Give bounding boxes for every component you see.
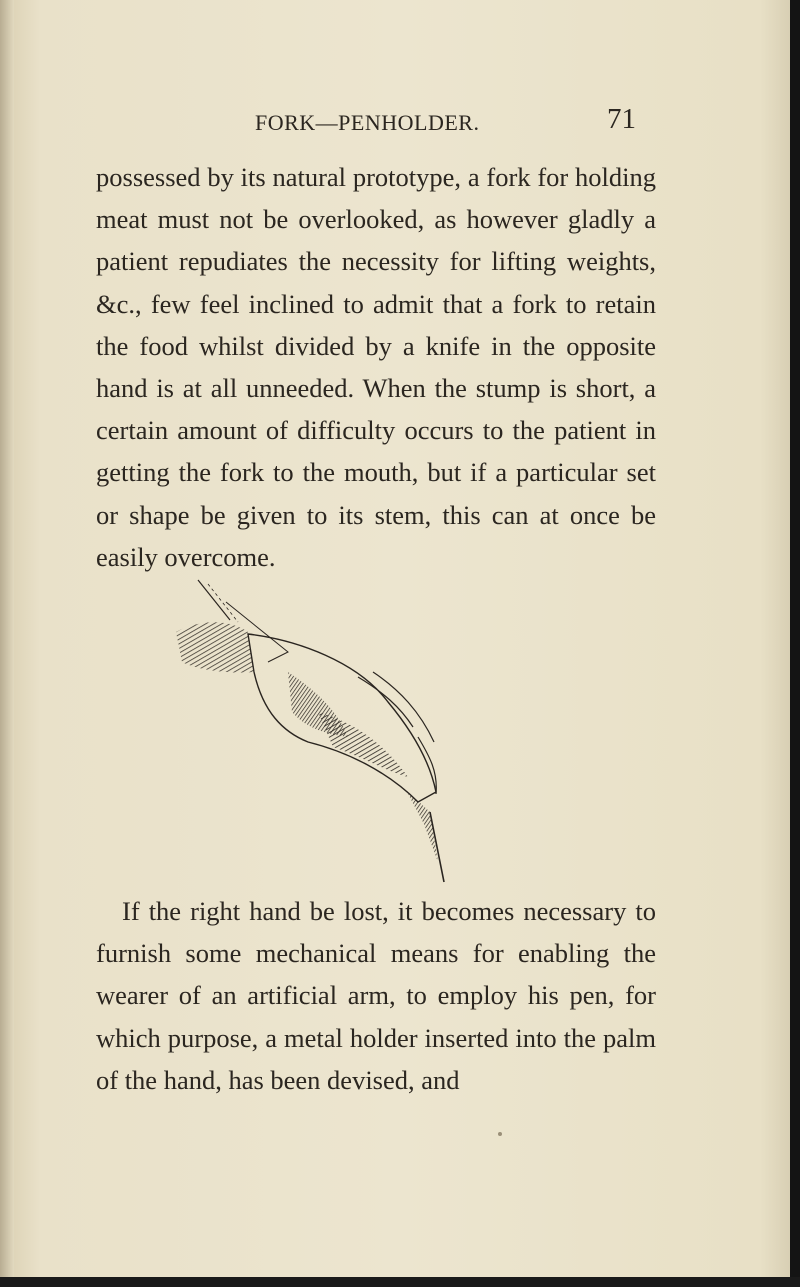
body-paragraph-2: If the right hand be lost, it becomes necessary to furnish some mechanical means for enabling the wearer of an artificial arm, to employ his pen, for which purpose, a metal holder inserted into the palm of the hand, has been devised, and xyxy=(96,896,656,1095)
paper-speck xyxy=(498,1132,502,1136)
page-number: 71 xyxy=(607,103,636,135)
artificial-hand-penholder-illustration-icon xyxy=(168,562,478,892)
body-paragraph-1: possessed by its natural prototype, a fork for holding meat must not be overlooked, as however gladly a patient repudiates the necessity for lifting weights, &c., few feel inclined to admit that a fork to retain the food whilst divided by a knife in the opposite hand is at all unneeded. When the stump is short, a certain amount of difficulty occurs to the patient in getting the fork to the mouth, but if a particular set or shape be given to its stem, this can at once be easily overcome. xyxy=(96,162,656,572)
page-edge-right xyxy=(790,0,800,1287)
page-edge-bottom xyxy=(0,1277,800,1287)
page-gutter xyxy=(0,0,14,1287)
running-head: FORK—PENHOLDER. xyxy=(255,110,480,135)
